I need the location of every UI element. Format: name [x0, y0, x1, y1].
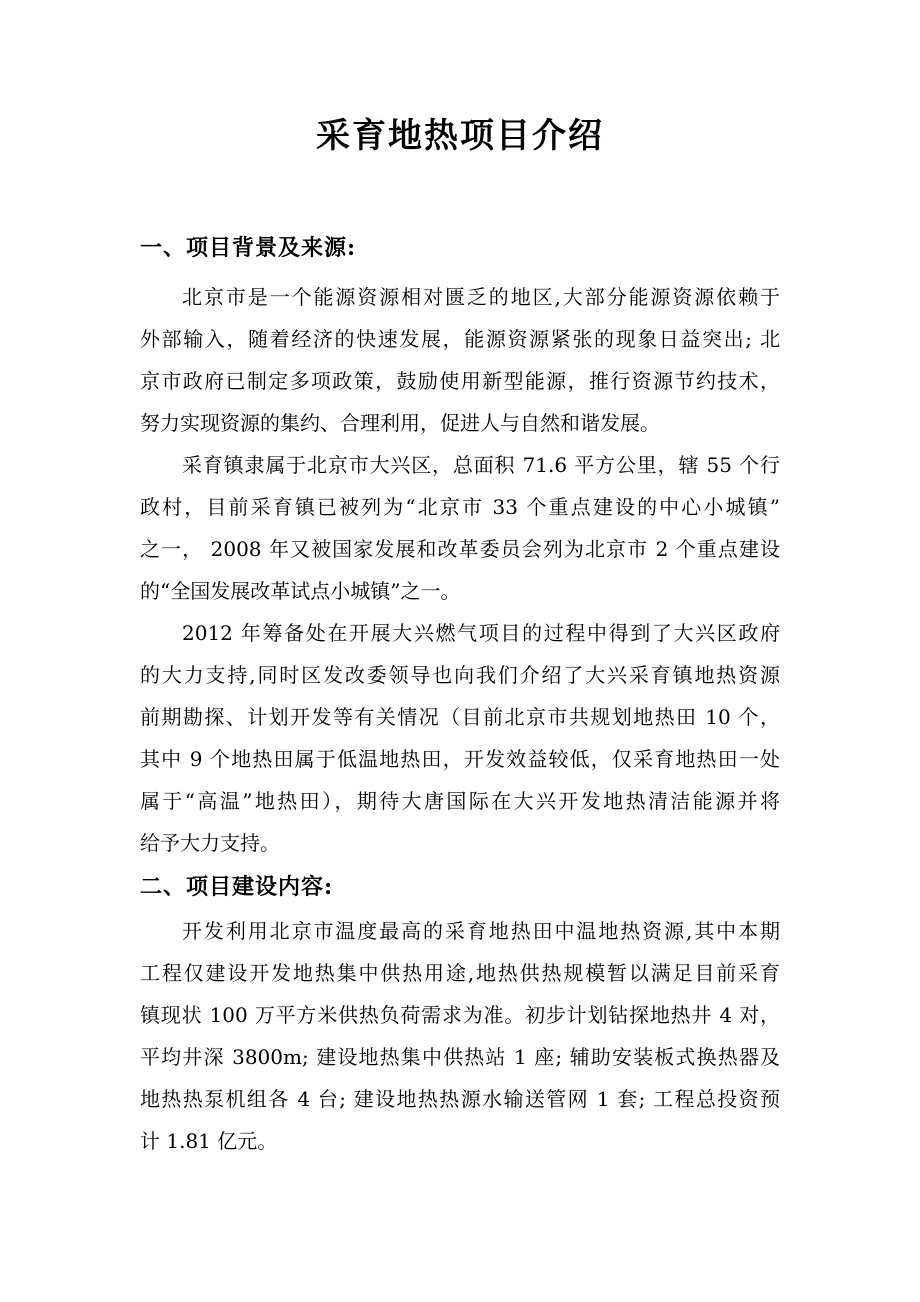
- paragraph-line: 努力实现资源的集约、合理利用，促进人与自然和谐发展。: [140, 411, 660, 435]
- paragraph-line: 工程仅建设开发地热集中供热用途,地热供热规模暂以满足目前采育: [140, 961, 780, 985]
- paragraph-line: 之一， 2008 年又被国家发展和改革委员会列为北京市 2 个重点建设: [140, 537, 780, 561]
- paragraph-line: 前期勘探、计划开发等有关情况（目前北京市共规划地热田 10 个，: [140, 705, 780, 729]
- paragraph-line: 给予大力支持。: [140, 831, 280, 855]
- section-heading-construction: 二、项目建设内容:: [140, 874, 334, 900]
- paragraph-line: 其中 9 个地热田属于低温地热田，开发效益较低，仅采育地热田一处: [140, 747, 780, 771]
- page-title: 采育地热项目介绍: [316, 116, 604, 156]
- paragraph-line: 计 1.81 亿元。: [140, 1129, 278, 1153]
- paragraph-background-3: [140, 612, 780, 864]
- paragraph-line: 2012 年筹备处在开展大兴燃气项目的过程中得到了大兴区政府: [182, 621, 780, 645]
- paragraph-background-2: [140, 444, 780, 612]
- paragraph-line: 开发利用北京市温度最高的采育地热田中温地热资源,其中本期: [182, 919, 780, 943]
- paragraph-line: 的大力支持,同时区发改委领导也向我们介绍了大兴采育镇地热资源: [140, 663, 780, 687]
- paragraph-background-1: [140, 276, 780, 444]
- paragraph-line: 属于“高温”地热田），期待大唐国际在大兴开发地热清洁能源并将: [140, 789, 780, 813]
- paragraph-line: 京市政府已制定多项政策，鼓励使用新型能源，推行资源节约技术，: [140, 369, 780, 393]
- paragraph-line: 镇现状 100 万平方米供热负荷需求为准。初步计划钻探地热井 4 对，: [140, 1003, 780, 1027]
- paragraph-line: 的“全国发展改革试点小城镇”之一。: [140, 579, 461, 603]
- section-heading-background: 一、项目背景及来源:: [140, 235, 357, 261]
- paragraph-line: 外部输入，随着经济的快速发展，能源资源紧张的现象日益突出; 北: [140, 327, 780, 351]
- paragraph-line: 地热热泵机组各 4 台; 建设地热热源水输送管网 1 套; 工程总投资预: [140, 1087, 780, 1111]
- paragraph-construction: [140, 910, 780, 1162]
- paragraph-line: 政村，目前采育镇已被列为“北京市 33 个重点建设的中心小城镇”: [140, 495, 780, 519]
- paragraph-line: 平均井深 3800m; 建设地热集中供热站 1 座; 辅助安装板式换热器及: [140, 1045, 780, 1069]
- paragraph-line: 北京市是一个能源资源相对匮乏的地区,大部分能源资源依赖于: [182, 285, 780, 309]
- paragraph-line: 采育镇隶属于北京市大兴区，总面积 71.6 平方公里，辖 55 个行: [182, 453, 780, 477]
